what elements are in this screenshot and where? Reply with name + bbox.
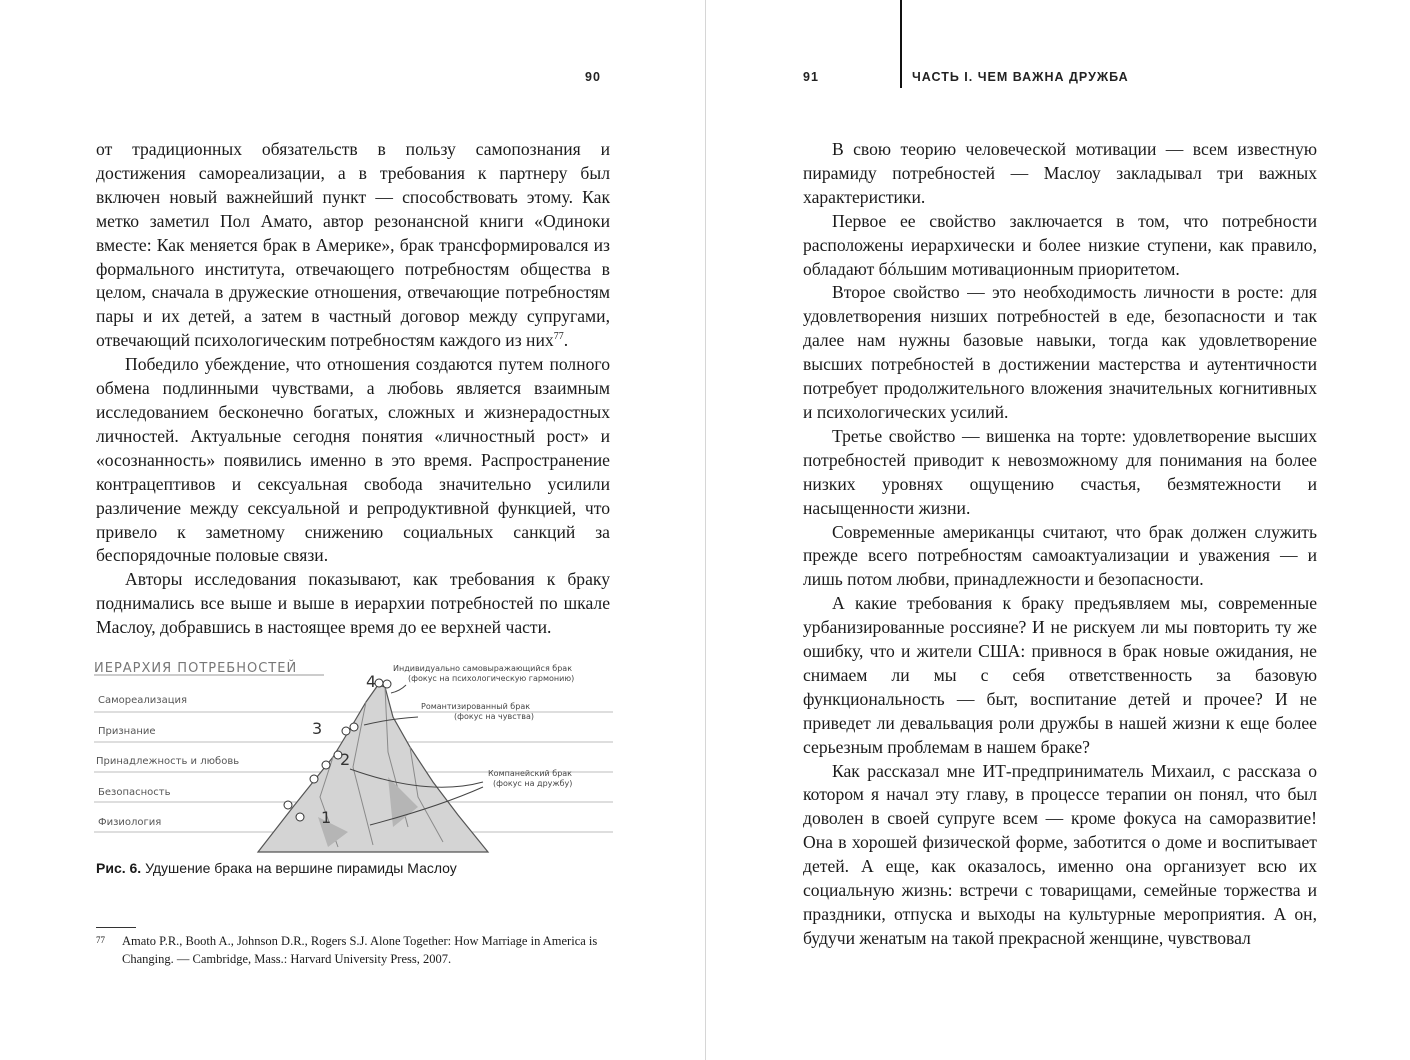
figure-caption xyxy=(96,860,656,876)
annotation-text: (фокус на чувства) xyxy=(454,712,535,721)
left-body-text xyxy=(96,138,610,640)
caption-label: Рис. 6. xyxy=(96,860,142,876)
annotation-text: Романтизированный брак xyxy=(421,702,531,711)
left-page-number: 90 xyxy=(585,70,601,84)
annotation-text: Компанейский брак xyxy=(488,769,573,778)
running-head: ЧАСТЬ I. ЧЕМ ВАЖНА ДРУЖБА xyxy=(912,70,1129,84)
right-page-number: 91 xyxy=(803,70,819,84)
level-label: Признание xyxy=(98,726,156,737)
footnote-reference[interactable]: 77 xyxy=(553,331,564,343)
right-paragraph: Современные американцы считают, что брак должен служить прежде всего потребностям самоактуализации и уважения — и лишь потом любви, принадлежности и безопасности. xyxy=(803,521,1317,590)
right-paragraph: Второе свойство — это необходимость личности в росте: для удовлетворения низших потребностей в еде, безопасности и так далее нам нужны базовые навыки, тогда как удовлетворение высших потребностей в достижении мастерства и аутентичности потребует продолжительного вложения значительных когнитивных и психологических усилий. xyxy=(803,282,1317,422)
stage-number: 4 xyxy=(366,672,377,691)
maslow-hierarchy-figure xyxy=(88,657,628,859)
left-paragraph: Победило убеждение, что отношения создаются путем полного обмена подлинными чувствами, а любовь является взаимным исследованием бесконечно богатых, сложных и жизнерадостных личностей. Актуальные сегодня понятия «личностный рост» и «осознанность» появились именно в это время. Распространение контрацептивов и сексуальная свобода значительно усилили различение между сексуальной и репродуктивной функцией, что привело к заметному снижению социальных санкций за беспорядочные половые связи. xyxy=(96,354,610,566)
left-paragraph: Авторы исследования показывают, как требования к браку поднимались все выше и выше в иерархии потребностей по шкале Маслоу, добравшись в настоящее время до ее верхней части. xyxy=(96,569,610,638)
level-label: Безопасность xyxy=(98,787,171,798)
left-paragraph: от традиционных обязательств в пользу самопознания и достижения самореализации, а в требования к партнеру был включен новый важнейший пункт — способствовать этому. Как метко заметил Пол Амато, автор резонансной книги «Одиноки вместе: Как меняется брак в Америке», брак трансформировался из формального института, отвечающего потребностям общества в целом, сначала в дружеские отношения, отвечающие потребностям пары и их детей, а затем в частный договор между супругами, отвечающий психологическим потребностям каждого из них$^{77}$. xyxy=(96,139,610,351)
footnote xyxy=(96,933,606,968)
footnote-divider xyxy=(96,927,136,928)
stage-number: 2 xyxy=(340,750,351,769)
annotation-text: (фокус на психологическую гармонию) xyxy=(408,674,575,683)
right-paragraph: В свою теорию человеческой мотивации — всем известную пирамиду потребностей — Маслоу закладывал три важных характеристики. xyxy=(803,139,1317,207)
caption-text: Удушение брака на вершине пирамиды Маслоу xyxy=(145,860,457,876)
annotation-text: Индивидуально самовыражающийся брак xyxy=(393,664,573,673)
right-body-text xyxy=(803,138,1317,951)
level-label: Принадлежность и любовь xyxy=(96,756,240,767)
annotation-text: (фокус на дружбу) xyxy=(493,779,573,788)
right-paragraph: Третье свойство — вишенка на торте: удовлетворение высших потребностей приводит к невозможному для понимания на более низких уровнях ощущению счастья, безмятежности и насыщенности жизни. xyxy=(803,425,1317,518)
footnote-text: Amato P.R., Booth A., Johnson D.R., Rogers S.J. Alone Together: How Marriage in America is Changing. — Cambridge, Mass.: Harvard University Press, 2007. xyxy=(122,934,598,966)
level-label: Самореализация xyxy=(98,695,188,706)
footnote-number: 77 xyxy=(96,935,105,945)
stage-number: 1 xyxy=(321,808,332,827)
level-label: Физиология xyxy=(98,817,162,828)
figure-heading: ИЕРАРХИЯ ПОТРЕБНОСТЕЙ xyxy=(94,661,298,676)
running-head-rule xyxy=(900,0,902,88)
stage-number: 3 xyxy=(312,719,323,738)
right-paragraph: Как рассказал мне ИТ-предприниматель Михаил, с рассказа о котором я начал эту главу, в процессе терапии он понял, что был доволен в своей супруге всем — кроме фокуса на саморазвитие! Она в хорошей физической форме, заботится о доме и воспитывает детей. А еще, как оказалось, именно она организует всю их социальную жизнь: встречи с товарищами, семейные торжества и праздники, отпуска и выходы на культурные мероприятия. А он, будучи женатым на такой прекрасной женщине, чувствовал xyxy=(803,760,1317,948)
right-paragraph: Первое ее свойство заключается в том, что потребности расположены иерархически и более низкие ступени, как правило, обладают бóльшим мотивационным приоритетом. xyxy=(803,210,1317,279)
right-paragraph: А какие требования к браку предъявляем мы, современные урбанизированные россияне? И не рискуем ли мы повторить ту же ошибку, что и жители США: привнося в брак новые ожидания, не снимаем ли мы с себя ответственность за базовую функциональность — быт, воспитание детей и прочее? И не приведет ли девальвация роли дружбы в нашей жизни к еще более серьезным проблемам в нашем браке? xyxy=(803,593,1317,757)
